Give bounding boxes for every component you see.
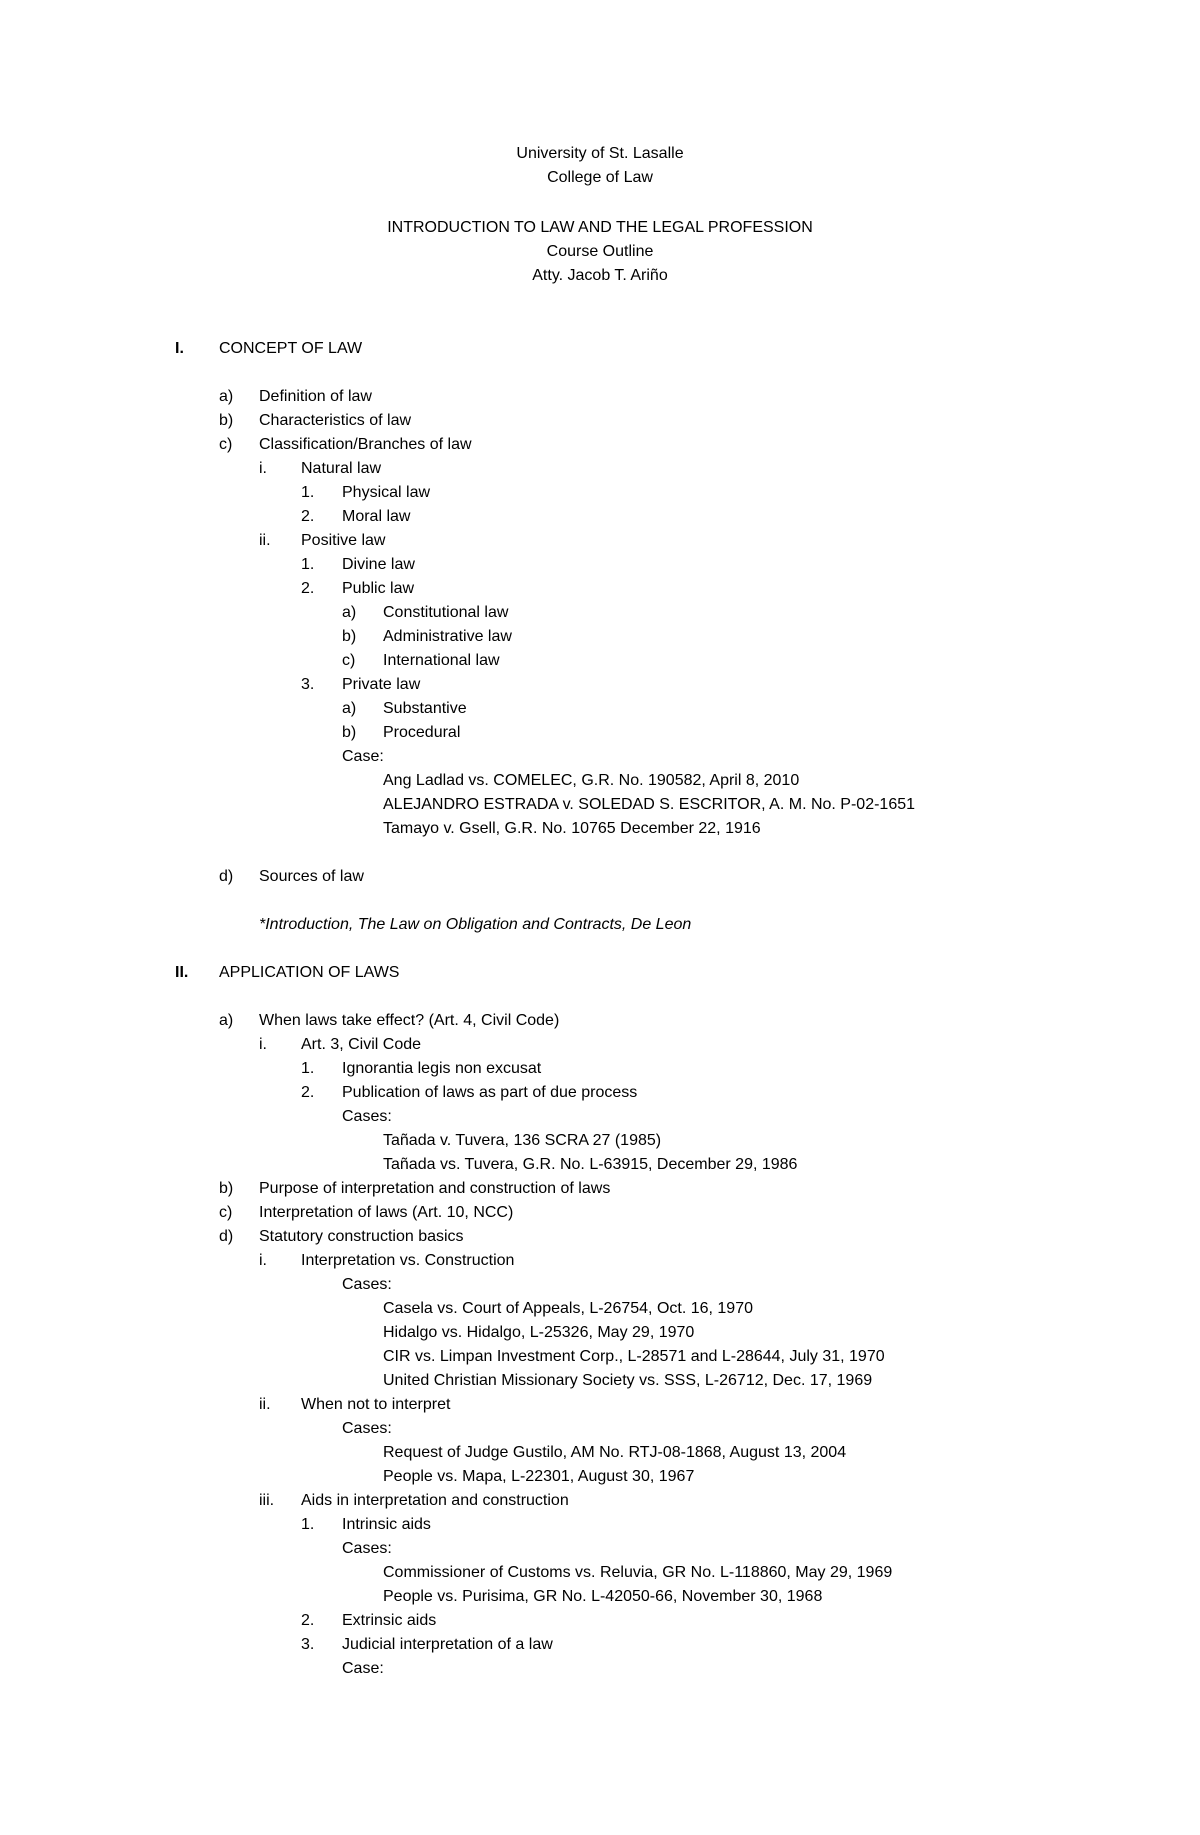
outline-marker: 2. bbox=[301, 580, 315, 597]
outline-marker: d) bbox=[219, 1228, 234, 1245]
outline-item: Moral law bbox=[342, 508, 411, 525]
section-number: I. bbox=[175, 340, 184, 357]
outline-marker: ii. bbox=[259, 1396, 271, 1413]
section-title: APPLICATION OF LAWS bbox=[219, 964, 400, 981]
college-name: College of Law bbox=[547, 169, 653, 186]
outline-marker: 1. bbox=[301, 556, 315, 573]
outline-marker: b) bbox=[342, 628, 357, 645]
outline-marker: a) bbox=[342, 604, 357, 621]
reference-note: *Introduction, The Law on Obligation and Contracts, De Leon bbox=[259, 916, 692, 933]
outline-marker: i. bbox=[259, 1036, 267, 1053]
case-citation: Hidalgo vs. Hidalgo, L-25326, May 29, 1970 bbox=[383, 1324, 695, 1341]
outline-item: Statutory construction basics bbox=[259, 1228, 464, 1245]
outline-item: Extrinsic aids bbox=[342, 1612, 437, 1629]
outline-marker: c) bbox=[219, 1204, 233, 1221]
outline-marker: a) bbox=[219, 388, 234, 405]
outline-item: When laws take effect? (Art. 4, Civil Code) bbox=[259, 1012, 560, 1029]
case-label: Cases: bbox=[342, 1108, 392, 1125]
outline-marker: a) bbox=[342, 700, 357, 717]
section-title: CONCEPT OF LAW bbox=[219, 340, 363, 357]
outline-item: Aids in interpretation and construction bbox=[301, 1492, 569, 1509]
case-citation: Commissioner of Customs vs. Reluvia, GR No. L-118860, May 29, 1969 bbox=[383, 1564, 893, 1581]
case-citation: United Christian Missionary Society vs. SSS, L-26712, Dec. 17, 1969 bbox=[383, 1372, 873, 1389]
course-title: INTRODUCTION TO LAW AND THE LEGAL PROFESSION bbox=[387, 219, 813, 236]
outline-item: Publication of laws as part of due process bbox=[342, 1084, 638, 1101]
outline-item: Purpose of interpretation and construction of laws bbox=[259, 1180, 611, 1197]
outline-item: When not to interpret bbox=[301, 1396, 451, 1413]
outline-marker: 3. bbox=[301, 676, 315, 693]
case-citation: CIR vs. Limpan Investment Corp., L-28571 and L-28644, July 31, 1970 bbox=[383, 1348, 885, 1365]
outline-item: Intrinsic aids bbox=[342, 1516, 431, 1533]
case-label: Case: bbox=[342, 748, 384, 765]
outline-item: Ignorantia legis non excusat bbox=[342, 1060, 542, 1077]
outline-marker: 1. bbox=[301, 1516, 315, 1533]
outline-item: Definition of law bbox=[259, 388, 372, 405]
outline-item: Interpretation of laws (Art. 10, NCC) bbox=[259, 1204, 514, 1221]
case-label: Cases: bbox=[342, 1420, 392, 1437]
outline-item: Characteristics of law bbox=[259, 412, 412, 429]
outline-marker: i. bbox=[259, 1252, 267, 1269]
outline-item: Constitutional law bbox=[383, 604, 509, 621]
outline-item: Positive law bbox=[301, 532, 386, 549]
case-label: Cases: bbox=[342, 1540, 392, 1557]
case-citation: Ang Ladlad vs. COMELEC, G.R. No. 190582, April 8, 2010 bbox=[383, 772, 800, 789]
case-citation: Tañada vs. Tuvera, G.R. No. L-63915, December 29, 1986 bbox=[383, 1156, 798, 1173]
case-citation: ALEJANDRO ESTRADA v. SOLEDAD S. ESCRITOR, A. M. No. P-02-1651 bbox=[383, 796, 916, 813]
outline-marker: ii. bbox=[259, 532, 271, 549]
outline-item: Public law bbox=[342, 580, 415, 597]
outline-marker: 1. bbox=[301, 484, 315, 501]
outline-marker: b) bbox=[342, 724, 357, 741]
outline-marker: 3. bbox=[301, 1636, 315, 1653]
outline-item: Procedural bbox=[383, 724, 461, 741]
case-citation: People vs. Mapa, L-22301, August 30, 1967 bbox=[383, 1468, 695, 1485]
outline-item: Administrative law bbox=[383, 628, 512, 645]
outline-marker: c) bbox=[219, 436, 233, 453]
outline-marker: 1. bbox=[301, 1060, 315, 1077]
outline-marker: iii. bbox=[259, 1492, 275, 1509]
outline-marker: b) bbox=[219, 412, 234, 429]
outline-item: Judicial interpretation of a law bbox=[342, 1636, 553, 1653]
outline-item: International law bbox=[383, 652, 500, 669]
outline-marker: c) bbox=[342, 652, 356, 669]
section-number: II. bbox=[175, 964, 189, 981]
outline-item: Sources of law bbox=[259, 868, 364, 885]
outline-marker: a) bbox=[219, 1012, 234, 1029]
outline-marker: 2. bbox=[301, 1612, 315, 1629]
case-label: Cases: bbox=[342, 1276, 392, 1293]
outline-item: Art. 3, Civil Code bbox=[301, 1036, 422, 1053]
outline-item: Interpretation vs. Construction bbox=[301, 1252, 515, 1269]
outline-item: Physical law bbox=[342, 484, 431, 501]
outline-item: Private law bbox=[342, 676, 421, 693]
outline-marker: d) bbox=[219, 868, 234, 885]
instructor-name: Atty. Jacob T. Ariño bbox=[532, 267, 668, 284]
case-citation: Tamayo v. Gsell, G.R. No. 10765 December 22, 1916 bbox=[383, 820, 761, 837]
outline-marker: 2. bbox=[301, 1084, 315, 1101]
university-name: University of St. Lasalle bbox=[516, 145, 684, 162]
outline-item: Divine law bbox=[342, 556, 415, 573]
case-citation: Request of Judge Gustilo, AM No. RTJ-08-1868, August 13, 2004 bbox=[383, 1444, 847, 1461]
course-subtitle: Course Outline bbox=[546, 243, 654, 260]
outline-item: Substantive bbox=[383, 700, 467, 717]
outline-marker: 2. bbox=[301, 508, 315, 525]
case-citation: People vs. Purisima, GR No. L-42050-66, November 30, 1968 bbox=[383, 1588, 823, 1605]
outline-marker: i. bbox=[259, 460, 267, 477]
outline-item: Classification/Branches of law bbox=[259, 436, 472, 453]
case-citation: Casela vs. Court of Appeals, L-26754, Oct. 16, 1970 bbox=[383, 1300, 753, 1317]
outline-marker: b) bbox=[219, 1180, 234, 1197]
outline-item: Natural law bbox=[301, 460, 382, 477]
case-citation: Tañada v. Tuvera, 136 SCRA 27 (1985) bbox=[383, 1132, 662, 1149]
case-label: Case: bbox=[342, 1660, 384, 1677]
